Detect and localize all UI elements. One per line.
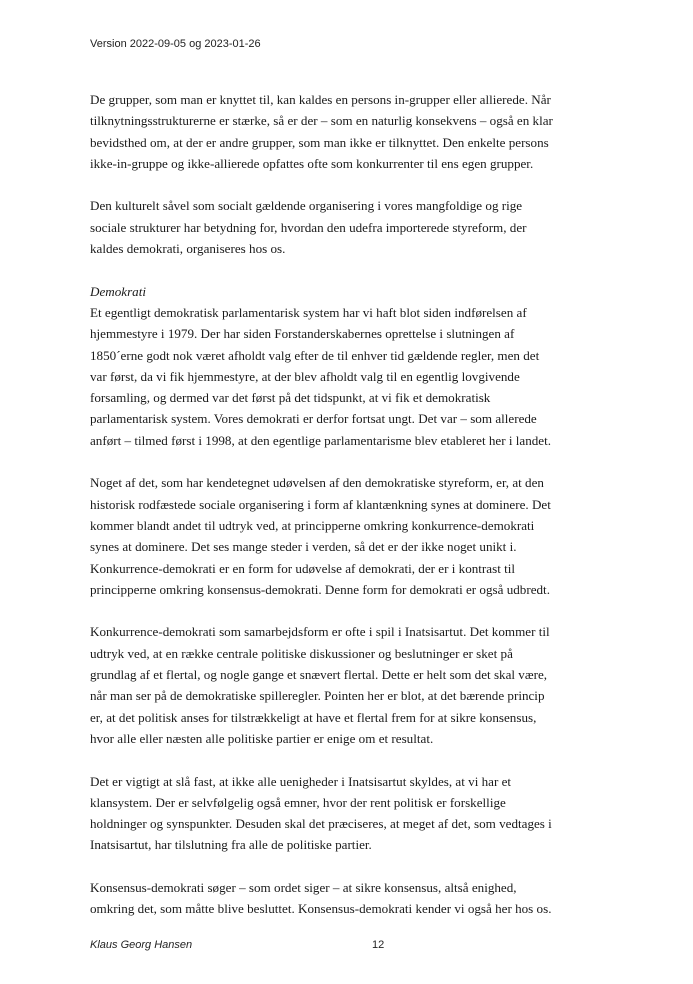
text-line: udtryk ved, at en række centrale politiske diskussioner og beslutninger er sket på: [90, 645, 513, 661]
paragraph: [90, 877, 610, 920]
footer-author: Klaus Georg Hansen: [90, 939, 193, 951]
text-line: 1850´erne godt nok været afholdt valg efter de til enhver tid gældende regler, men det: [90, 347, 540, 363]
text-line: De grupper, som man er knyttet til, kan kaldes en persons in-grupper eller allierede. Når: [90, 92, 551, 107]
page-header-version: Version 2022-09-05 og 2023-01-26: [90, 38, 261, 50]
text-line: synes at dominere. Det ses mange steder i verden, så det er der ikke noget unikt i.: [90, 539, 517, 555]
text-line: Det er vigtigt at slå fast, at ikke alle uenigheder i Inatsisartut skyldes, at vi har et: [90, 773, 512, 789]
text-line: kaldes demokrati, organiseres hos os.: [90, 241, 286, 257]
text-line: anført – tilmed først i 1998, at den egentlige parlamentarisme blev etableret her i landet.: [90, 432, 552, 448]
paragraph: [90, 472, 610, 600]
text-line: var først, da vi fik hjemmestyre, at der blev afholdt valg til en egentlig lovgivende: [90, 368, 520, 384]
text-line: omkring det, som måtte blive besluttet. Konsensus-demokrati kender vi også her hos os.: [90, 901, 552, 917]
paragraph: [90, 281, 610, 451]
text-line: tilknytningsstrukturerne er stærke, så er der – som en naturlig konsekvens – også en klar: [90, 113, 553, 129]
paragraph: [90, 89, 610, 174]
text-line: parlamentarisk system. Vores demokrati er derfor fortsat ungt. Det var – som allerede: [90, 411, 537, 427]
paragraph: [90, 621, 610, 749]
text-line: sociale strukturer har betydning for, hvordan den udefra importerede styreform, der: [90, 219, 527, 235]
text-line: Den kulturelt såvel som socialt gældende organisering i vores mangfoldige og rige: [90, 198, 523, 214]
section-heading: Demokrati: [90, 283, 147, 299]
text-line: principperne omkring konsensus-demokrati. Denne form for demokrati er også udbredt.: [90, 581, 550, 597]
text-line: klansystem. Der er selvfølgelig også emner, hvor der rent politisk er forskellige: [90, 794, 506, 810]
text-line: bevidsthed om, at der er andre grupper, som man ikke er tilknyttet. Den enkelte persons: [90, 134, 549, 150]
text-line: forsamling, og dermed var det først på det tidspunkt, at vi fik et demokratisk: [90, 390, 491, 406]
text-line: holdninger og synspunkter. Desuden skal det præciseres, at meget af det, som vedtages i: [90, 816, 552, 832]
text-line: er, at det politisk anses for tilstrækkeligt at have et flertal frem for at sikre konsensus,: [90, 709, 537, 725]
text-line: Et egentligt demokratisk parlamentarisk system har vi haft blot siden indførelsen af: [90, 304, 527, 320]
text-line: hjemmestyre i 1979. Der har siden Forstanderskabernes oprettelse i slutningen af: [90, 326, 515, 342]
text-line: Inatsisartut, har tilslutning fra alle de politiske partier.: [90, 837, 372, 853]
text-line: kommer blandt andet til udtryk ved, at principperne omkring konkurrence-demokrati: [90, 517, 535, 533]
text-line: når man ser på de demokratiske spilleregler. Pointen her er blot, at det bærende princip: [90, 688, 545, 704]
paragraph: [90, 771, 610, 856]
text-line: grundlag af et flertal, og nogle gange et snævert flertal. Dette er helt som det skal være,: [90, 667, 548, 683]
text-line: Noget af det, som har kendetegnet udøvelsen af den demokratiske styreform, er, at den: [90, 475, 544, 491]
paragraph: [90, 195, 610, 259]
document-body: [90, 89, 610, 941]
text-line: historisk rodfæstede sociale organisering i form af klantænkning synes at dominere. Det: [90, 496, 551, 512]
text-line: Konsensus-demokrati søger – som ordet siger – at sikre konsensus, altså enighed,: [90, 879, 517, 895]
text-line: Konkurrence-demokrati er en form for udøvelse af demokrati, der er i kontrast til: [90, 560, 516, 576]
text-line: hvor alle eller næsten alle politiske partier er enige om et resultat.: [90, 730, 434, 746]
footer-page-number: 12: [372, 939, 385, 951]
text-line: Konkurrence-demokrati som samarbejdsform er ofte i spil i Inatsisartut. Det kommer til: [90, 624, 550, 640]
text-line: ikke-in-gruppe og ikke-allierede opfattes ofte som konkurrenter til ens egen grupper.: [90, 155, 534, 171]
